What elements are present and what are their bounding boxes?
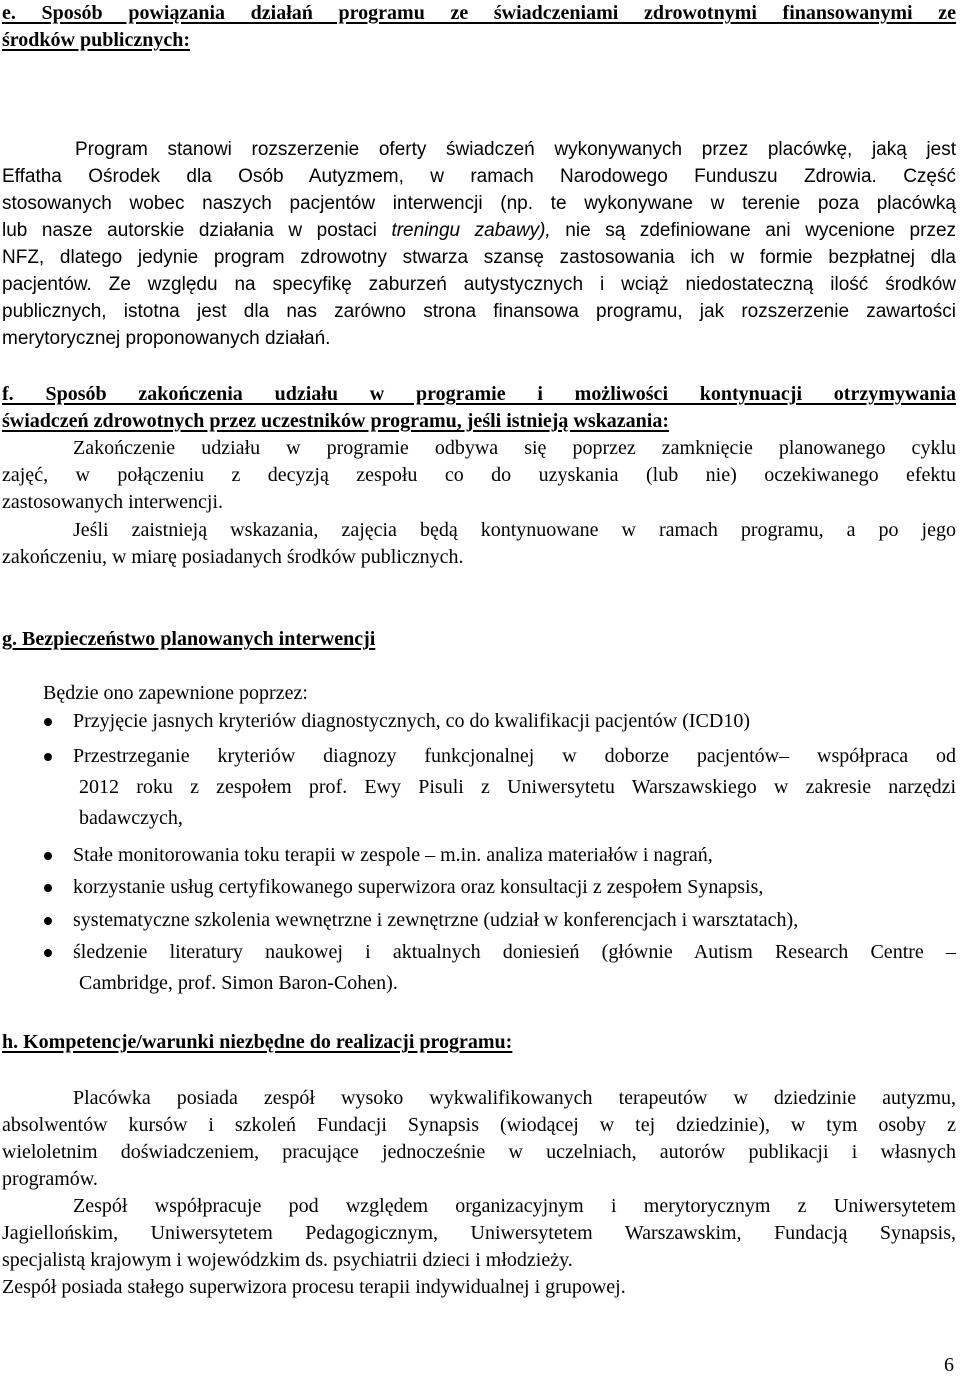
section-f-line: zajęć, w połączeniu z decyzją zespołu co do uzyskania (lub nie) oczekiwanego efektu: [2, 464, 956, 486]
section-e-line: stosowanych wobec naszych pacjentów interwencji (np. te wykonywane w terenie poza placówką: [2, 193, 956, 214]
bullet-item: systematyczne szkolenia wewnętrzne i zewnętrzne (udział w konferencjach i warsztatach),: [73, 909, 799, 931]
section-e-line: merytorycznej proponowanych działań.: [2, 328, 331, 349]
section-h-heading: h. Kompetencje/warunki niezbędne do realizacji programu:: [2, 1031, 513, 1053]
section-h-line: Zespół posiada stałego superwizora procesu terapii indywidualnej i grupowej.: [2, 1276, 626, 1298]
section-h-line: Zespół współpracuje pod względem organizacyjnym i merytorycznym z Uniwersytetem: [73, 1195, 956, 1217]
section-e-line: NFZ, dlatego jedynie program zdrowotny stwarza szansę zastosowania ich w formie bezpłatnej dla: [2, 247, 956, 268]
section-e-line4-after: nie są zdefiniowane ani wycenione przez: [550, 220, 957, 241]
bullet-item-continuation: badawczych,: [79, 807, 183, 829]
section-f-heading-line1: f. Sposób zakończenia udziału w programie i możliwości kontynuacji otrzymywania: [2, 383, 956, 405]
section-e-line4-before: lub nasze autorskie działania w postaci: [2, 220, 392, 241]
section-g-heading: g. Bezpieczeństwo planowanych interwencji: [2, 628, 376, 650]
section-e-line: Effatha Ośrodek dla Osób Autyzmem, w ramach Narodowego Funduszu Zdrowia. Część: [2, 166, 956, 187]
section-f-line: zastosowanych interwencji.: [2, 491, 224, 513]
bullet-dot-icon: [44, 884, 52, 892]
section-e-line-mixed: [2, 217, 956, 244]
bullet-item-continuation: Cambridge, prof. Simon Baron-Cohen).: [79, 972, 398, 994]
section-e-line: Program stanowi rozszerzenie oferty świadczeń wykonywanych przez placówkę, jaką jest: [75, 139, 956, 160]
section-e-heading-line1: e. Sposób powiązania działań programu ze świadczeniami zdrowotnymi finansowanymi ze: [2, 2, 956, 24]
section-h-line: Placówka posiada zespół wysoko wykwalifikowanych terapeutów w dziedzinie autyzmu,: [73, 1087, 956, 1109]
section-h-line: absolwentów kursów i szkoleń Fundacji Synapsis (wiodącej w tej dziedzinie), w tym osoby z: [2, 1114, 956, 1136]
page-number: 6: [944, 1354, 954, 1376]
bullet-dot-icon: [44, 949, 52, 957]
section-e-line4-italic: treningu zabawy),: [391, 220, 551, 241]
bullet-item: Przestrzeganie kryteriów diagnozy funkcjonalnej w doborze pacjentów– współpraca od: [73, 745, 956, 767]
section-e-line: publicznych, istotna jest dla nas zarówno strona finansowa programu, jak rozszerzenie zawartości: [2, 301, 956, 322]
bullet-item: Przyjęcie jasnych kryteriów diagnostycznych, co do kwalifikacji pacjentów (ICD10): [73, 710, 751, 732]
section-h-line: Jagiellońskim, Uniwersytetem Pedagogicznym, Uniwersytetem Warszawskim, Fundacją Synapsis,: [2, 1222, 956, 1244]
bullet-item-continuation: 2012 roku z zespołem prof. Ewy Pisuli z Uniwersytetu Warszawskiego w zakresie narzędzi: [79, 776, 956, 798]
section-h-line: specjalistą krajowym i wojewódzkim ds. psychiatrii dzieci i młodzieży.: [2, 1249, 573, 1271]
section-g-intro: Będzie ono zapewnione poprzez:: [43, 682, 308, 704]
section-f-line: zakończeniu, w miarę posiadanych środków publicznych.: [2, 546, 464, 568]
section-h-line: wieloletnim doświadczeniem, pracujące jednocześnie w uczelniach, autorów publikacji i własnych: [2, 1141, 956, 1163]
bullet-item: Stałe monitorowania toku terapii w zespole – m.in. analiza materiałów i nagrań,: [73, 844, 713, 866]
section-f-line: Jeśli zaistnieją wskazania, zajęcia będą kontynuowane w ramach programu, a po jego: [73, 519, 956, 541]
bullet-item: korzystanie usług certyfikowanego superwizora oraz konsultacji z zespołem Synapsis,: [73, 876, 764, 898]
section-h-line: programów.: [2, 1168, 98, 1190]
bullet-dot-icon: [44, 852, 52, 860]
section-e-line: pacjentów. Ze względu na specyfikę zaburzeń autystycznych i wciąż niedostateczną ilość środków: [2, 274, 956, 295]
section-f-line: Zakończenie udziału w programie odbywa się poprzez zamknięcie planowanego cyklu: [73, 437, 956, 459]
bullet-dot-icon: [44, 718, 52, 726]
bullet-dot-icon: [44, 753, 52, 761]
bullet-dot-icon: [44, 917, 52, 925]
bullet-item: śledzenie literatury naukowej i aktualnych doniesień (głównie Autism Research Centre –: [73, 941, 956, 963]
section-e-heading-line2: środków publicznych:: [2, 29, 191, 51]
section-f-heading-line2: świadczeń zdrowotnych przez uczestników programu, jeśli istnieją wskazania:: [2, 410, 669, 432]
